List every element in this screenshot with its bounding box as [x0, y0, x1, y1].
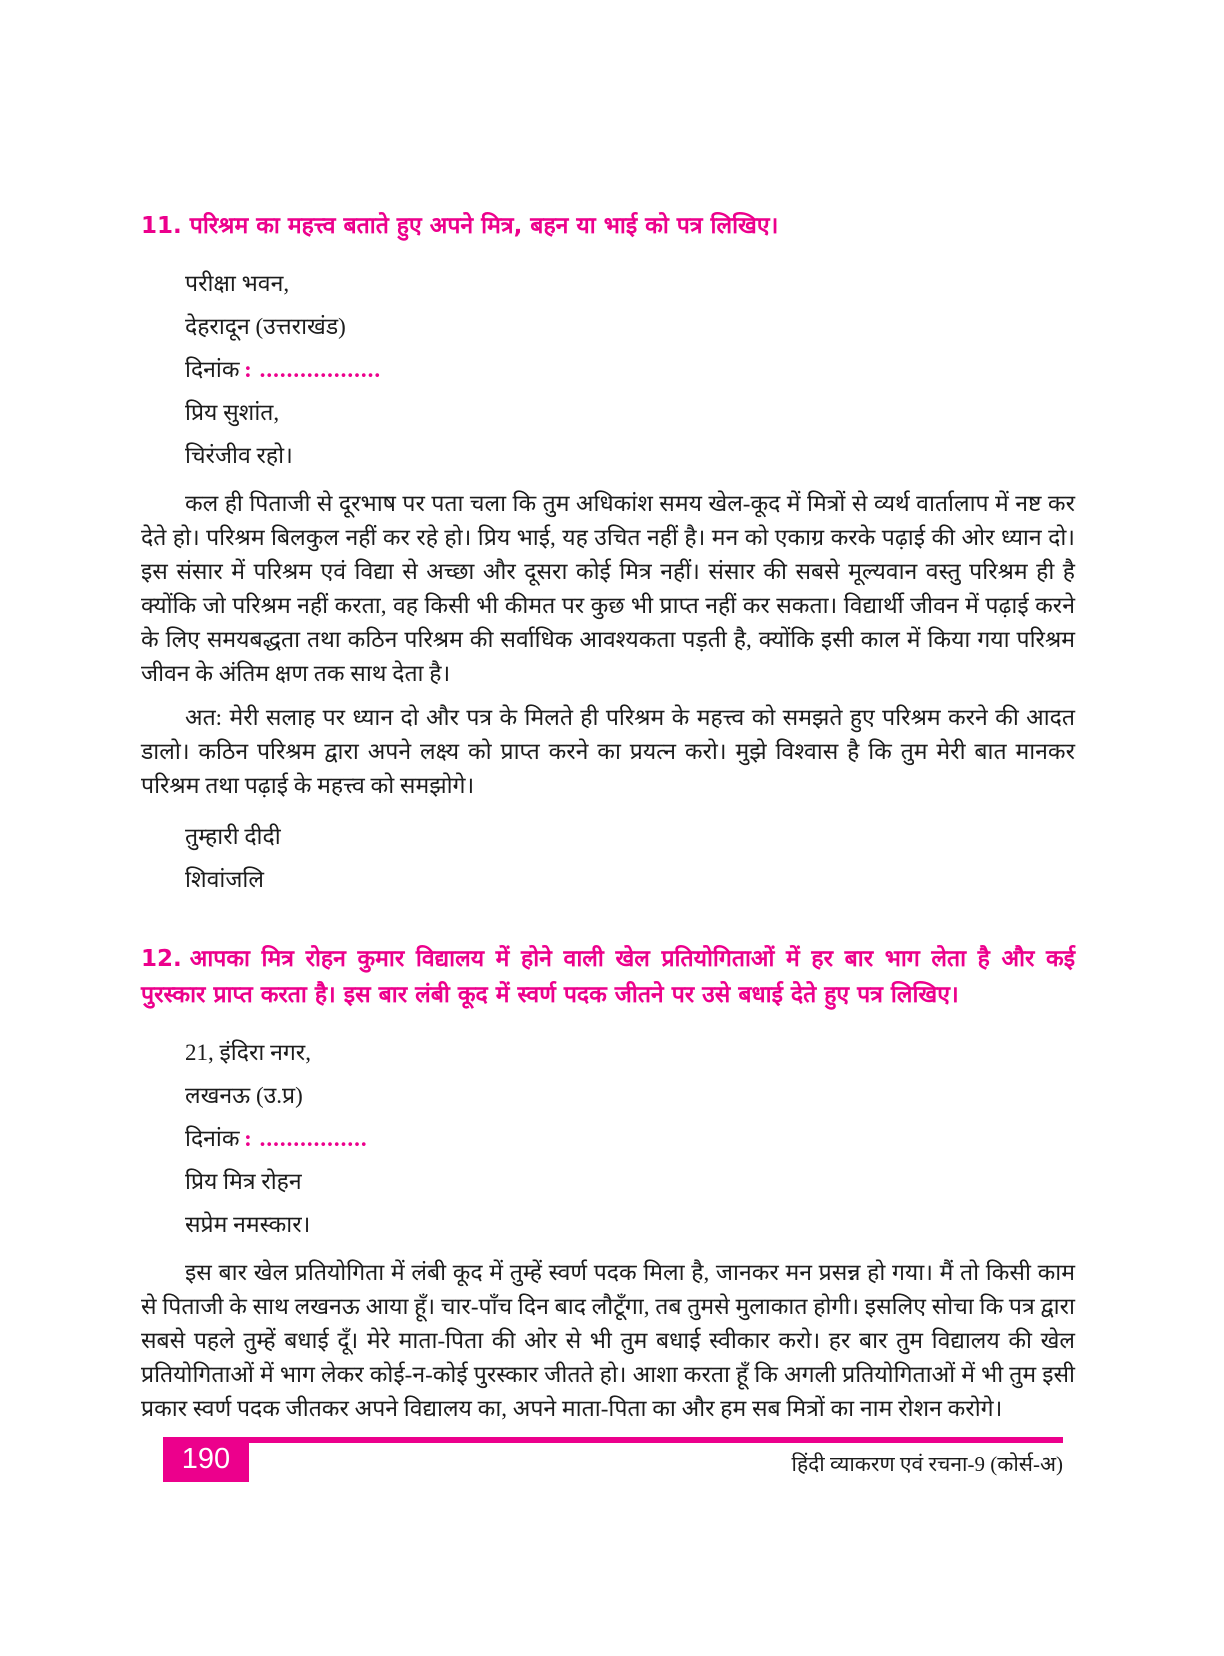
letter-12-address-line: लखनऊ (उ.प्र) — [185, 1083, 303, 1108]
question-11-text: परिश्रम का महत्त्व बताते हुए अपने मित्र, बहन या भाई को पत्र लिखिए। — [189, 213, 779, 239]
letter-11-paragraph: अत: मेरी सलाह पर ध्यान दो और पत्र के मिलते ही परिश्रम के महत्त्व को समझते हुए परिश्रम करने की आदत डालो। कठिन परिश्रम द्वारा अपने लक्ष्य को प्राप्त करने का प्रयत्न करो। मुझे विश्वास है कि तुम मेरी बात मानकर परिश्रम तथा पढ़ाई के महत्त्व को समझोगे। — [141, 705, 1075, 798]
letter-12-date-label: दिनांक — [185, 1126, 240, 1151]
letter-12-address-line: 21, इंदिरा नगर, — [185, 1040, 311, 1065]
letter-11-address-line: परीक्षा भवन, — [185, 271, 290, 296]
page-number-badge — [163, 1437, 249, 1482]
letter-12-paragraph: इस बार खेल प्रतियोगिता में लंबी कूद में तुम्हें स्वर्ण पदक मिला है, जानकर मन प्रसन्न हो गया। मैं तो किसी काम से पिताजी के साथ लखनऊ आया हूँ। चार-पाँच दिन बाद लौटूँगा, तब तुमसे मुलाकात होगी। इसलिए सोचा कि पत्र द्वारा सबसे पहले तुम्हें बधाई दूँ। मेरे माता-पिता की ओर से भी तुम बधाई स्वीकार करो। हर बार तुम विद्यालय की खेल प्रतियोगिताओं में भाग लेकर कोई-न-कोई पुरस्कार जीतते हो। आशा करता हूँ कि अगली प्रतियोगिताओं में भी तुम इसी प्रकार स्वर्ण पदक जीतकर अपने विद्यालय का, अपने माता-पिता का और हम सब मित्रों का नाम रोशन करोगे। — [141, 1260, 1075, 1421]
letter-12-salutation: प्रिय मित्र रोहन — [185, 1169, 302, 1194]
letter-11-date-line — [185, 348, 1075, 391]
letter-11-body — [141, 487, 1075, 803]
letter-11 — [185, 262, 1075, 477]
page-number: 190 — [181, 1443, 231, 1475]
letter-11-signature — [185, 815, 1075, 901]
letter-12-date-line — [185, 1117, 1075, 1160]
question-11-heading — [141, 208, 1075, 244]
page-footer — [163, 1437, 1063, 1497]
page-content — [141, 208, 1075, 1426]
letter-12 — [185, 1031, 1075, 1246]
letter-11-signature-name: शिवांजलि — [185, 867, 264, 892]
letter-11-date-dots: : .................. — [244, 357, 382, 382]
letter-11-signature-line: तुम्हारी दीदी — [185, 824, 281, 849]
question-12-number: 12. — [141, 946, 182, 972]
exercise-12 — [141, 941, 1075, 1426]
letter-11-date-label: दिनांक — [185, 357, 240, 382]
letter-11-blessing: चिरंजीव रहो। — [185, 443, 293, 468]
letter-12-greeting: सप्रेम नमस्कार। — [185, 1212, 311, 1237]
letter-12-date-dots: : ................ — [244, 1126, 368, 1151]
footer-rule — [247, 1437, 1063, 1443]
question-11-number: 11. — [141, 213, 182, 239]
letter-11-address-line: देहरादून (उत्तराखंड) — [185, 314, 346, 339]
book-title: हिंदी व्याकरण एवं रचना-9 (कोर्स-अ) — [791, 1452, 1063, 1476]
exercise-11 — [141, 208, 1075, 901]
letter-11-salutation: प्रिय सुशांत, — [185, 400, 280, 425]
question-12-heading — [141, 941, 1075, 1013]
question-12-text: आपका मित्र रोहन कुमार विद्यालय में होने वाली खेल प्रतियोगिताओं में हर बार भाग लेता है और कई पुरस्कार प्राप्त करता है। इस बार लंबी कूद में स्वर्ण पदक जीतने पर उसे बधाई देते हुए पत्र लिखिए। — [141, 946, 1075, 1008]
letter-12-body — [141, 1256, 1075, 1426]
letter-11-paragraph: कल ही पिताजी से दूरभाष पर पता चला कि तुम अधिकांश समय खेल-कूद में मित्रों से व्यर्थ वार्तालाप में नष्ट कर देते हो। परिश्रम बिलकुल नहीं कर रहे हो। प्रिय भाई, यह उचित नहीं है। मन को एकाग्र करके पढ़ाई की ओर ध्यान दो। इस संसार में परिश्रम एवं विद्या से अच्छा और दूसरा कोई मित्र नहीं। संसार की सबसे मूल्यवान वस्तु परिश्रम ही है क्योंकि जो परिश्रम नहीं करता, वह किसी भी कीमत पर कुछ भी प्राप्त नहीं कर सकता। विद्यार्थी जीवन में पढ़ाई करने के लिए समयबद्धता तथा कठिन परिश्रम की सर्वाधिक आवश्यकता पड़ती है, क्योंकि इसी काल में किया गया परिश्रम जीवन के अंतिम क्षण तक साथ देता है। — [141, 491, 1075, 686]
